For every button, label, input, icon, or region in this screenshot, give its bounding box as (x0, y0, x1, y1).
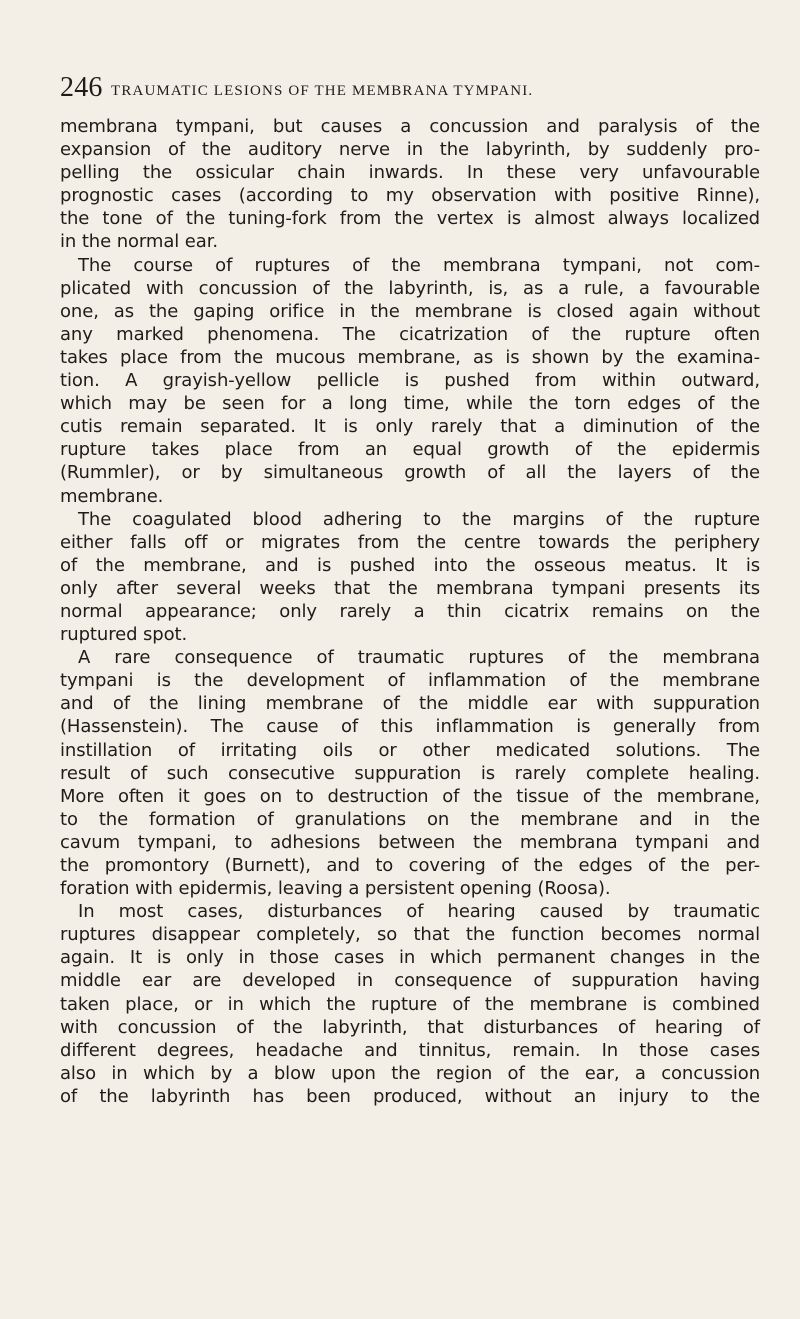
text-line: with concussion of the labyrinth, that disturbances of hearing of (60, 1016, 760, 1038)
text-line: rupture takes place from an equal growth of the epidermis (60, 439, 760, 461)
running-head: TRAUMATIC LESIONS OF THE MEMBRANA TYMPANI. (111, 83, 534, 99)
text-line: pelling the ossicular chain inwards. In these very unfavourable (60, 162, 760, 184)
text-line: cavum tympani, to adhesions between the membrana tympani and (60, 831, 760, 853)
text-line: plicated with concussion of the labyrinth, is, as a rule, a favourable (60, 277, 760, 299)
text-line: of the membrane, and is pushed into the osseous meatus. It is (60, 554, 760, 576)
text-line: in the normal ear. (60, 231, 218, 253)
text-line: to the formation of granulations on the membrane and in the (60, 808, 760, 830)
text-line: different degrees, headache and tinnitus, remain. In those cases (60, 1039, 760, 1061)
text-line: the promontory (Burnett), and to covering of the edges of the per- (60, 855, 760, 876)
text-line: ruptures disappear completely, so that the function becomes normal (60, 924, 760, 946)
text-line: membrana tympani, but causes a concussion and paralysis of the (60, 116, 760, 137)
text-line: More often it goes on to destruction of the tissue of the membrane, (60, 785, 760, 807)
text-line: A rare consequence of traumatic ruptures of the membrana (78, 647, 760, 669)
text-line: middle ear are developed in consequence of suppuration having (60, 970, 760, 992)
page-header (38, 73, 758, 107)
text-line: which may be seen for a long time, while the torn edges of the (60, 393, 760, 415)
text-line: the tone of the tuning-fork from the vertex is almost always localized (60, 208, 760, 230)
text-line: only after several weeks that the membrana tympani presents its (60, 577, 760, 599)
text-line: tympani is the development of inflammation of the membrane (60, 670, 760, 692)
text-line: any marked phenomena. The cicatrization of the rupture often (60, 323, 760, 345)
page-number: 246 (60, 72, 103, 103)
text-line: The course of ruptures of the membrana tympani, not com- (78, 254, 760, 276)
text-line: In most cases, disturbances of hearing caused by traumatic (78, 901, 760, 923)
text-line: one, as the gaping orifice in the membrane is closed again without (60, 300, 760, 322)
text-line: foration with epidermis, leaving a persistent opening (Roosa). (60, 878, 611, 900)
text-line: cutis remain separated. It is only rarely that a diminution of the (60, 416, 760, 438)
text-line: result of such consecutive suppuration is rarely complete healing. (60, 762, 760, 784)
text-line: taken place, or in which the rupture of the membrane is combined (60, 993, 760, 1015)
text-line: of the labyrinth has been produced, without an injury to the (60, 1085, 760, 1107)
text-line: membrane. (60, 485, 164, 507)
text-line: also in which by a blow upon the region of the ear, a concussion (60, 1062, 760, 1084)
text-line: ruptured spot. (60, 624, 188, 646)
text-line: takes place from the mucous membrane, as is shown by the examina- (60, 346, 760, 368)
text-line: and of the lining membrane of the middle ear with suppuration (60, 693, 760, 715)
text-line: expansion of the auditory nerve in the labyrinth, by suddenly pro- (60, 139, 760, 161)
text-line: either falls off or migrates from the centre towards the periphery (60, 531, 760, 553)
text-line: instillation of irritating oils or other medicated solutions. The (60, 739, 760, 761)
text-line: prognostic cases (according to my observation with positive Rinne), (60, 185, 760, 207)
text-line: tion. A grayish-yellow pellicle is pushed from within outward, (60, 370, 760, 392)
text-line: again. It is only in those cases in which permanent changes in the (60, 947, 760, 969)
text-line: (Rummler), or by simultaneous growth of all the layers of the (60, 462, 760, 484)
text-line: The coagulated blood adhering to the margins of the rupture (78, 508, 760, 530)
body-text (60, 115, 760, 1108)
text-line: (Hassenstein). The cause of this inflammation is generally from (60, 716, 760, 738)
text-line: normal appearance; only rarely a thin cicatrix remains on the (60, 600, 760, 622)
